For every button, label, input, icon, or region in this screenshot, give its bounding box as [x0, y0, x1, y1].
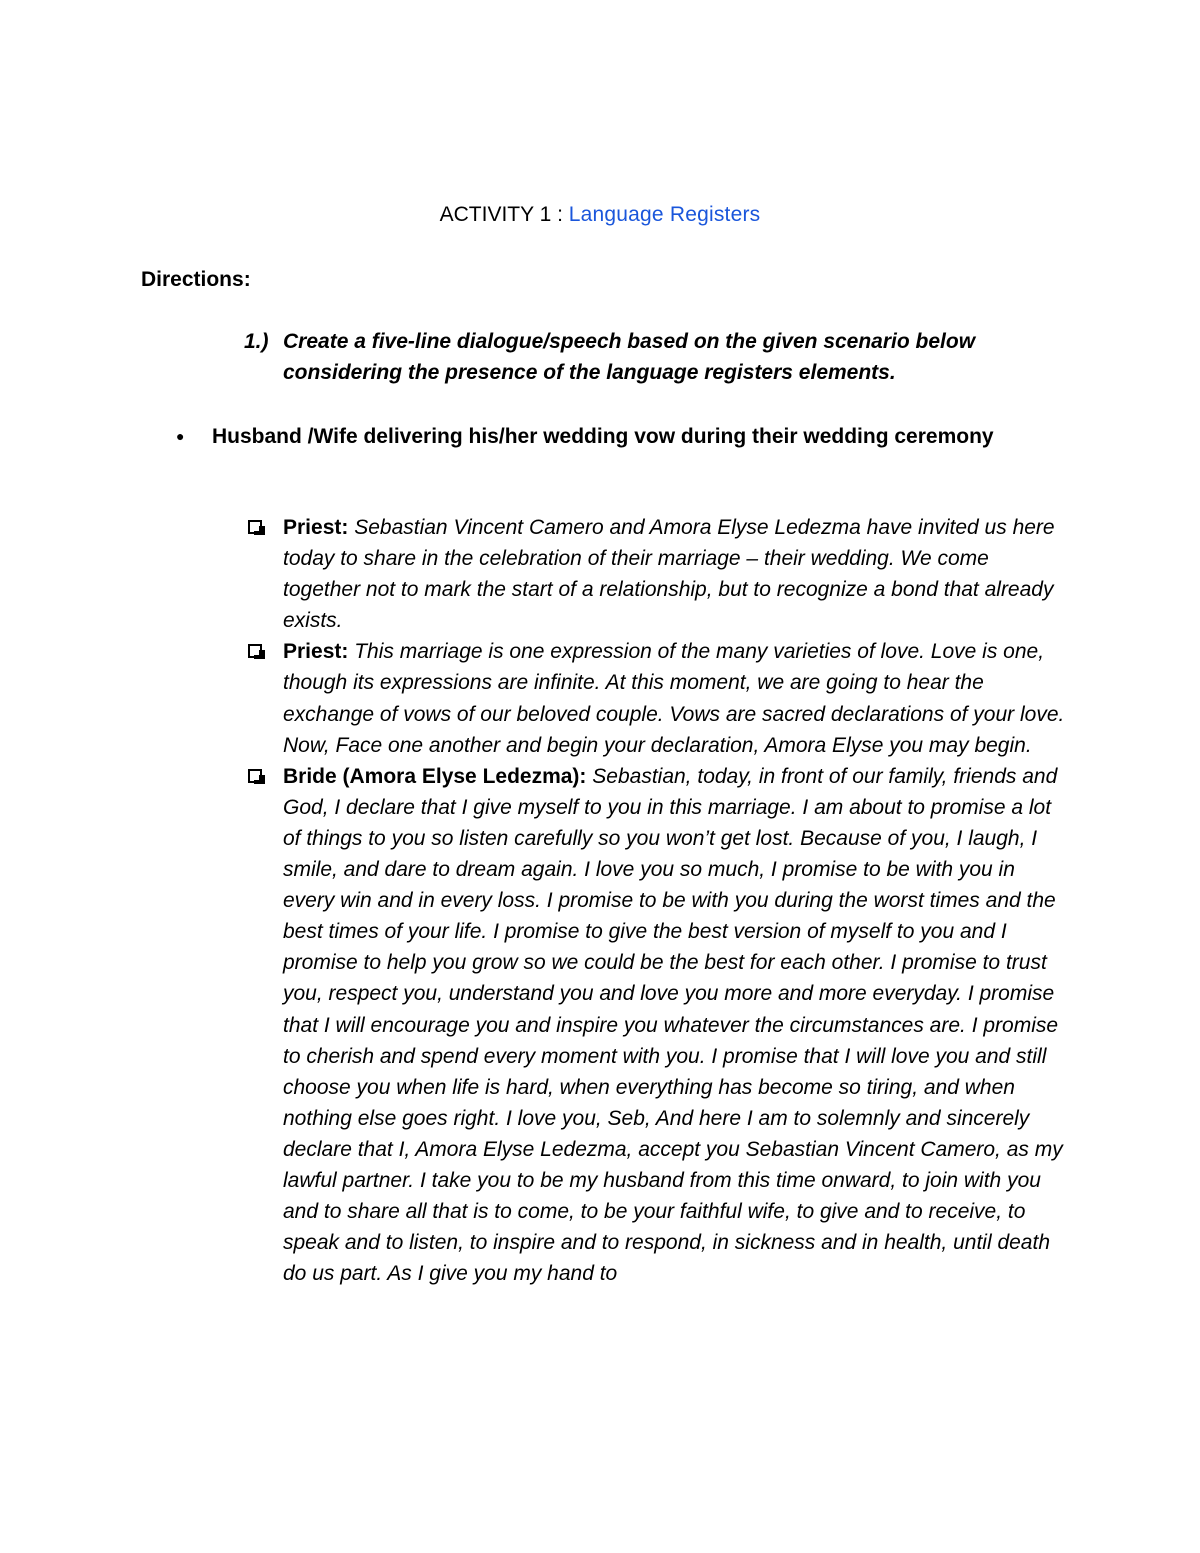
- checkbox-icon: [248, 644, 266, 660]
- checkbox-icon: [248, 520, 266, 536]
- task-text: Create a five-line dialogue/speech based on the given scenario below considering the presence of the language registers elements.: [283, 330, 976, 384]
- title-prefix: ACTIVITY 1 :: [439, 203, 569, 226]
- dialogue-line: [248, 761, 1068, 1290]
- task-item: [244, 326, 1074, 388]
- checkbox-icon: [248, 769, 266, 785]
- speaker-label: Priest:: [283, 516, 349, 539]
- bullet-icon: ●: [176, 428, 185, 444]
- speaker-label: Priest:: [283, 640, 349, 664]
- scenario-item: [176, 421, 996, 452]
- page-title: [0, 200, 1200, 230]
- speaker-label: Bride (Amora Elyse Ledezma):: [283, 764, 587, 788]
- speech-text: Sebastian, today, in front of our family, friends and God, I declare that I give myself to you in this marriage. I am about to promise a lot of things to you so listen carefully so you won’t get lost. Because of you, I laugh, I smile, and dare to dream again. I love you so much, I promise to be with you in every win and in every loss. I promise to be with you during the worst times and the best times of your life. I promise to give the best version of myself to you and I promise to help you grow so we could be the best for each other. I promise to trust you, respect you, understand you and love you more and more everyday. I promise that I will encourage you and inspire you whatever the circumstances are. I promise to cherish and spend every moment with you. I promise that I will love you and still choose you when life is hard, when everything has become so tiring, and when nothing else goes right. I love you, Seb, And here I am to solemnly and sincerely declare that I, Amora Elyse Ledezma, accept you Sebastian Vincent Camero, as my lawful partner. I take you to be my husband from this time onward, to join with you and to share all that is to come, to be your faithful wife, to give and to receive, to speak and to listen, to inspire and to respond, in sickness and in health, until death do us part. As I give you my hand to: [283, 764, 1063, 1286]
- dialogue-line: [248, 512, 1068, 636]
- scenario-text: Husband /Wife delivering his/her wedding vow during their wedding ceremony: [212, 425, 994, 448]
- dialogue-list: [248, 512, 1068, 1289]
- task-number: 1.): [244, 330, 269, 353]
- dialogue-line: [248, 636, 1068, 760]
- directions-label: Directions:: [141, 268, 251, 291]
- speech-text: This marriage is one expression of the many varieties of love. Love is one, though its expressions are infinite. At this moment, we are going to hear the exchange of vows of our beloved couple. Vows are sacred declarations of your love. Now, Face one another and begin your declaration, Amora Elyse you may begin.: [283, 640, 1065, 757]
- speech-text: Sebastian Vincent Camero and Amora Elyse Ledezma have invited us here today to share in the celebration of their marriage – their wedding. We come together not to mark the start of a relationship, but to recognize a bond that already exists.: [283, 516, 1055, 633]
- title-accent: Language Registers: [568, 203, 761, 226]
